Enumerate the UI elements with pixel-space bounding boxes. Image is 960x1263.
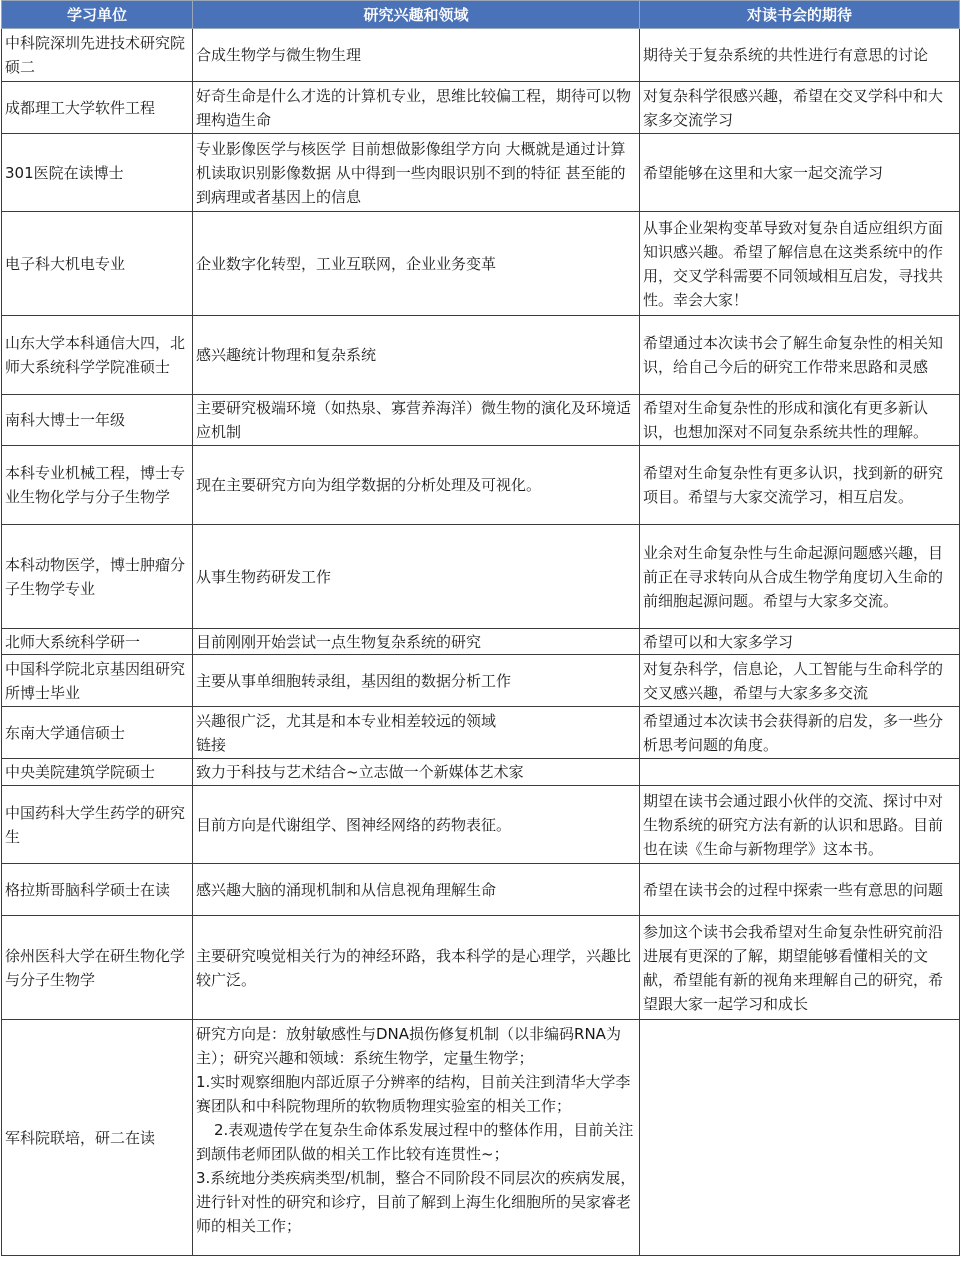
table-row bbox=[2, 1020, 960, 1256]
unit-cell: 格拉斯哥脑科学硕士在读 bbox=[2, 864, 193, 916]
table-row bbox=[2, 525, 960, 629]
unit-cell: 中国药科大学生药学的研究生 bbox=[2, 786, 193, 864]
expectation-cell: 希望能够在这里和大家一起交流学习 bbox=[640, 134, 960, 212]
column-header-unit: 学习单位 bbox=[2, 1, 193, 29]
unit-cell: 山东大学本科通信大四，北师大系统科学学院准硕士 bbox=[2, 316, 193, 395]
expectation-cell: 对复杂科学很感兴趣，希望在交叉学科中和大家多交流学习 bbox=[640, 82, 960, 134]
interest-line: 1.实时观察细胞内部近原子分辨率的结构，目前关注到清华大学李赛团队和中科院物理所的软物质物理实验室的相关工作； bbox=[196, 1073, 631, 1115]
interest-cell bbox=[193, 1020, 640, 1256]
interest-line: 链接 bbox=[196, 735, 227, 754]
table-row bbox=[2, 316, 960, 395]
expectation-cell: 希望对生命复杂性的形成和演化有更多新认识，也想加深对不同复杂系统共性的理解。 bbox=[640, 395, 960, 446]
unit-cell: 本科动物医学，博士肿瘤分子生物学专业 bbox=[2, 525, 193, 629]
table-row bbox=[2, 786, 960, 864]
table-row bbox=[2, 446, 960, 525]
interest-cell: 好奇生命是什么才选的计算机专业，思维比较偏工程，期待可以物理构造生命 bbox=[193, 82, 640, 134]
unit-cell: 中科院深圳先进技术研究院硕二 bbox=[2, 29, 193, 82]
expectation-cell: 参加这个读书会我希望对生命复杂性研究前沿进展有更深的了解，期望能够看懂相关的文献，希望能有新的视角来理解自己的研究，希望跟大家一起学习和成长 bbox=[640, 916, 960, 1020]
unit-cell: 中国科学院北京基因组研究所博士毕业 bbox=[2, 655, 193, 707]
interest-cell: 感兴趣大脑的涌现机制和从信息视角理解生命 bbox=[193, 864, 640, 916]
interest-cell: 目前刚刚开始尝试一点生物复杂系统的研究 bbox=[193, 629, 640, 655]
expectation-cell: 期待关于复杂系统的共性进行有意思的讨论 bbox=[640, 29, 960, 82]
expectation-cell: 希望通过本次读书会获得新的启发，多一些分析思考问题的角度。 bbox=[640, 707, 960, 759]
table-row bbox=[2, 134, 960, 212]
interest-cell: 主要从事单细胞转录组，基因组的数据分析工作 bbox=[193, 655, 640, 707]
unit-cell: 本科专业机械工程，博士专业生物化学与分子生物学 bbox=[2, 446, 193, 525]
table-row bbox=[2, 864, 960, 916]
interest-cell: 致力于科技与艺术结合~立志做一个新媒体艺术家 bbox=[193, 759, 640, 786]
interest-cell: 专业影像医学与核医学 目前想做影像组学方向 大概就是通过计算机读取识别影像数据 从中得到一些肉眼识别不到的特征 甚至能的到病理或者基因上的信息 bbox=[193, 134, 640, 212]
expectation-cell: 希望在读书会的过程中探索一些有意思的问题 bbox=[640, 864, 960, 916]
interest-line: 研究方向是：放射敏感性与DNA损伤修复机制（以非编码RNA为主）；研究兴趣和领域：系统生物学，定量生物学； bbox=[196, 1025, 621, 1067]
expectation-cell bbox=[640, 759, 960, 786]
participants-table bbox=[1, 0, 960, 1256]
interest-cell: 感兴趣统计物理和复杂系统 bbox=[193, 316, 640, 395]
table-header-row bbox=[2, 1, 960, 29]
unit-cell: 301医院在读博士 bbox=[2, 134, 193, 212]
expectation-cell: 对复杂科学，信息论，人工智能与生命科学的交叉感兴趣，希望与大家多多交流 bbox=[640, 655, 960, 707]
expectation-cell: 希望通过本次读书会了解生命复杂性的相关知识，给自己今后的研究工作带来思路和灵感 bbox=[640, 316, 960, 395]
table-row bbox=[2, 82, 960, 134]
unit-cell: 成都理工大学软件工程 bbox=[2, 82, 193, 134]
unit-cell: 东南大学通信硕士 bbox=[2, 707, 193, 759]
table-row bbox=[2, 655, 960, 707]
expectation-cell bbox=[640, 1020, 960, 1256]
expectation-cell: 从事企业架构变革导致对复杂自适应组织方面知识感兴趣。希望了解信息在这类系统中的作用，交叉学科需要不同领域相互启发，寻找共性。幸会大家！ bbox=[640, 212, 960, 316]
table-row bbox=[2, 212, 960, 316]
expectation-cell: 期望在读书会通过跟小伙伴的交流、探讨中对生物系统的研究方法有新的认识和思路。目前也在读《生命与新物理学》这本书。 bbox=[640, 786, 960, 864]
expectation-cell: 业余对生命复杂性与生命起源问题感兴趣，目前正在寻求转向从合成生物学角度切入生命的前细胞起源问题。希望与大家多交流。 bbox=[640, 525, 960, 629]
unit-cell: 中央美院建筑学院硕士 bbox=[2, 759, 193, 786]
table-row bbox=[2, 395, 960, 446]
column-header-expectation: 对读书会的期待 bbox=[640, 1, 960, 29]
interest-cell: 主要研究嗅觉相关行为的神经环路，我本科学的是心理学，兴趣比较广泛。 bbox=[193, 916, 640, 1020]
unit-cell: 南科大博士一年级 bbox=[2, 395, 193, 446]
interest-line: 3.系统地分类疾病类型/机制，整合不同阶段不同层次的疾病发展，进行针对性的研究和诊疗，目前了解到上海生化细胞所的吴家睿老师的相关工作； bbox=[196, 1169, 636, 1235]
unit-cell: 电子科大机电专业 bbox=[2, 212, 193, 316]
table-row bbox=[2, 916, 960, 1020]
interest-cell: 现在主要研究方向为组学数据的分析处理及可视化。 bbox=[193, 446, 640, 525]
expectation-cell: 希望可以和大家多学习 bbox=[640, 629, 960, 655]
table-row bbox=[2, 759, 960, 786]
table-row bbox=[2, 29, 960, 82]
interest-cell bbox=[193, 707, 640, 759]
interest-cell: 主要研究极端环境（如热泉、寡营养海洋）微生物的演化及环境适应机制 bbox=[193, 395, 640, 446]
column-header-interest: 研究兴趣和领域 bbox=[193, 1, 640, 29]
unit-cell: 北师大系统科学研一 bbox=[2, 629, 193, 655]
interest-cell: 合成生物学与微生物生理 bbox=[193, 29, 640, 82]
interest-cell: 企业数字化转型，工业互联网，企业业务变革 bbox=[193, 212, 640, 316]
expectation-cell: 希望对生命复杂性有更多认识，找到新的研究项目。希望与大家交流学习，相互启发。 bbox=[640, 446, 960, 525]
unit-cell: 徐州医科大学在研生物化学与分子生物学 bbox=[2, 916, 193, 1020]
table-row bbox=[2, 629, 960, 655]
interest-line: 兴趣很广泛，尤其是和本专业相差较远的领域 bbox=[196, 711, 497, 730]
interest-cell: 目前方向是代谢组学、图神经网络的药物表征。 bbox=[193, 786, 640, 864]
table-row bbox=[2, 707, 960, 759]
interest-cell: 从事生物药研发工作 bbox=[193, 525, 640, 629]
unit-cell: 军科院联培，研二在读 bbox=[2, 1020, 193, 1256]
interest-line: 2.表观遗传学在复杂生命体系发展过程中的整体作用，目前关注到颉伟老师团队做的相关工作比较有连贯性~； bbox=[196, 1121, 634, 1163]
